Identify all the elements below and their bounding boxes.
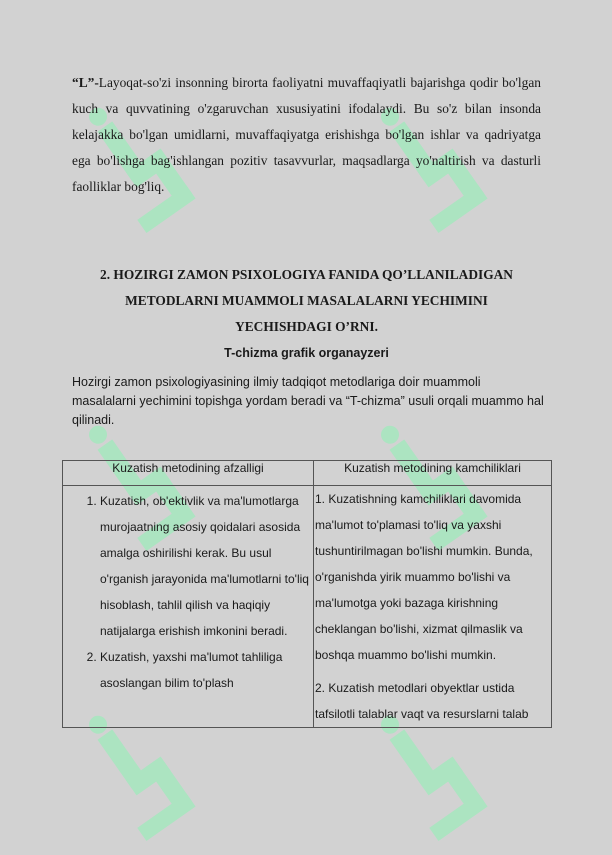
subheading: T-chizma grafik organayzeri xyxy=(224,346,389,360)
term-label: “L”- xyxy=(72,75,99,90)
table-row xyxy=(63,486,552,728)
t-chart-table xyxy=(62,460,552,728)
heading-line-2: METODLARNI MUAMMOLI MASALALARNI YECHIMINI xyxy=(125,293,488,308)
definition-text: Layoqat-so'zi insonning birorta faoliyatni muvaffaqiyatli bajarishga qodir bo'lgan kuch va quvvatining o'zgaruvchan xususiyatini ifodalaydi. Bu so'z bilan insonda kelajakka bo'lgan umidlarni, muvaffaqiyatga erishishga bo'lgan ishlar va qadriyatga ega bo'lishga bag'ishlangan pozitiv tasavvurlar, maqsadlarga yo'naltirish va dasturli faolliklar bog'liq. xyxy=(72,75,541,194)
header-disadvantages: Kuzatish metodining kamchiliklari xyxy=(314,461,552,486)
section-heading xyxy=(72,262,541,340)
disadvantages-cell xyxy=(314,486,552,728)
list-item: 2. Kuzatish, yaxshi ma'lumot tahliliga asoslangan bilim to'plash xyxy=(100,644,313,696)
definition-paragraph xyxy=(72,70,541,200)
heading-line-3: YECHISHDAGI O’RNI. xyxy=(235,319,378,334)
list-item: 2. Kuzatish metodlari obyektlar ustida tafsilotli talablar vaqt va resurslarni talab xyxy=(315,681,529,721)
list-item: 1. Kuzatishning kamchiliklari davomida ma'lumot to'plamasi to'liq va yaxshi tushuntirilmagan bo'lishi mumkin. Bunda, o'rganishda yirik muammo bo'lishi va ma'lumotga yoki bazaga kirishning cheklangan bo'lishi, xizmat qilmaslik va boshqa muammo bo'lishi mumkin. xyxy=(315,492,533,662)
table-header-row xyxy=(63,461,552,486)
advantages-list xyxy=(63,488,313,696)
advantages-cell xyxy=(63,486,314,728)
header-advantages: Kuzatish metodining afzalligi xyxy=(63,461,314,486)
list-item: 1. Kuzatish, ob'ektivlik va ma'lumotlarga murojaatning asosiy qoidalari asosida amalga oshirilishi kerak. Bu usul o'rganish jarayonida ma'lumotlarni to'liq hisoblash, tahlil qilish va haqiqiy natijalarga erishish imkonini beradi. xyxy=(100,488,313,644)
heading-line-1: 2. HOZIRGI ZAMON PSIXOLOGIYA FANIDA QO’LLANILADIGAN xyxy=(100,267,513,282)
intro-paragraph: Hozirgi zamon psixologiyasining ilmiy tadqiqot metodlariga doir muammoli masalalarni yechimini topishga yordam beradi va “T-chizma” usuli orqali muammo hal qilinadi. xyxy=(72,375,544,427)
